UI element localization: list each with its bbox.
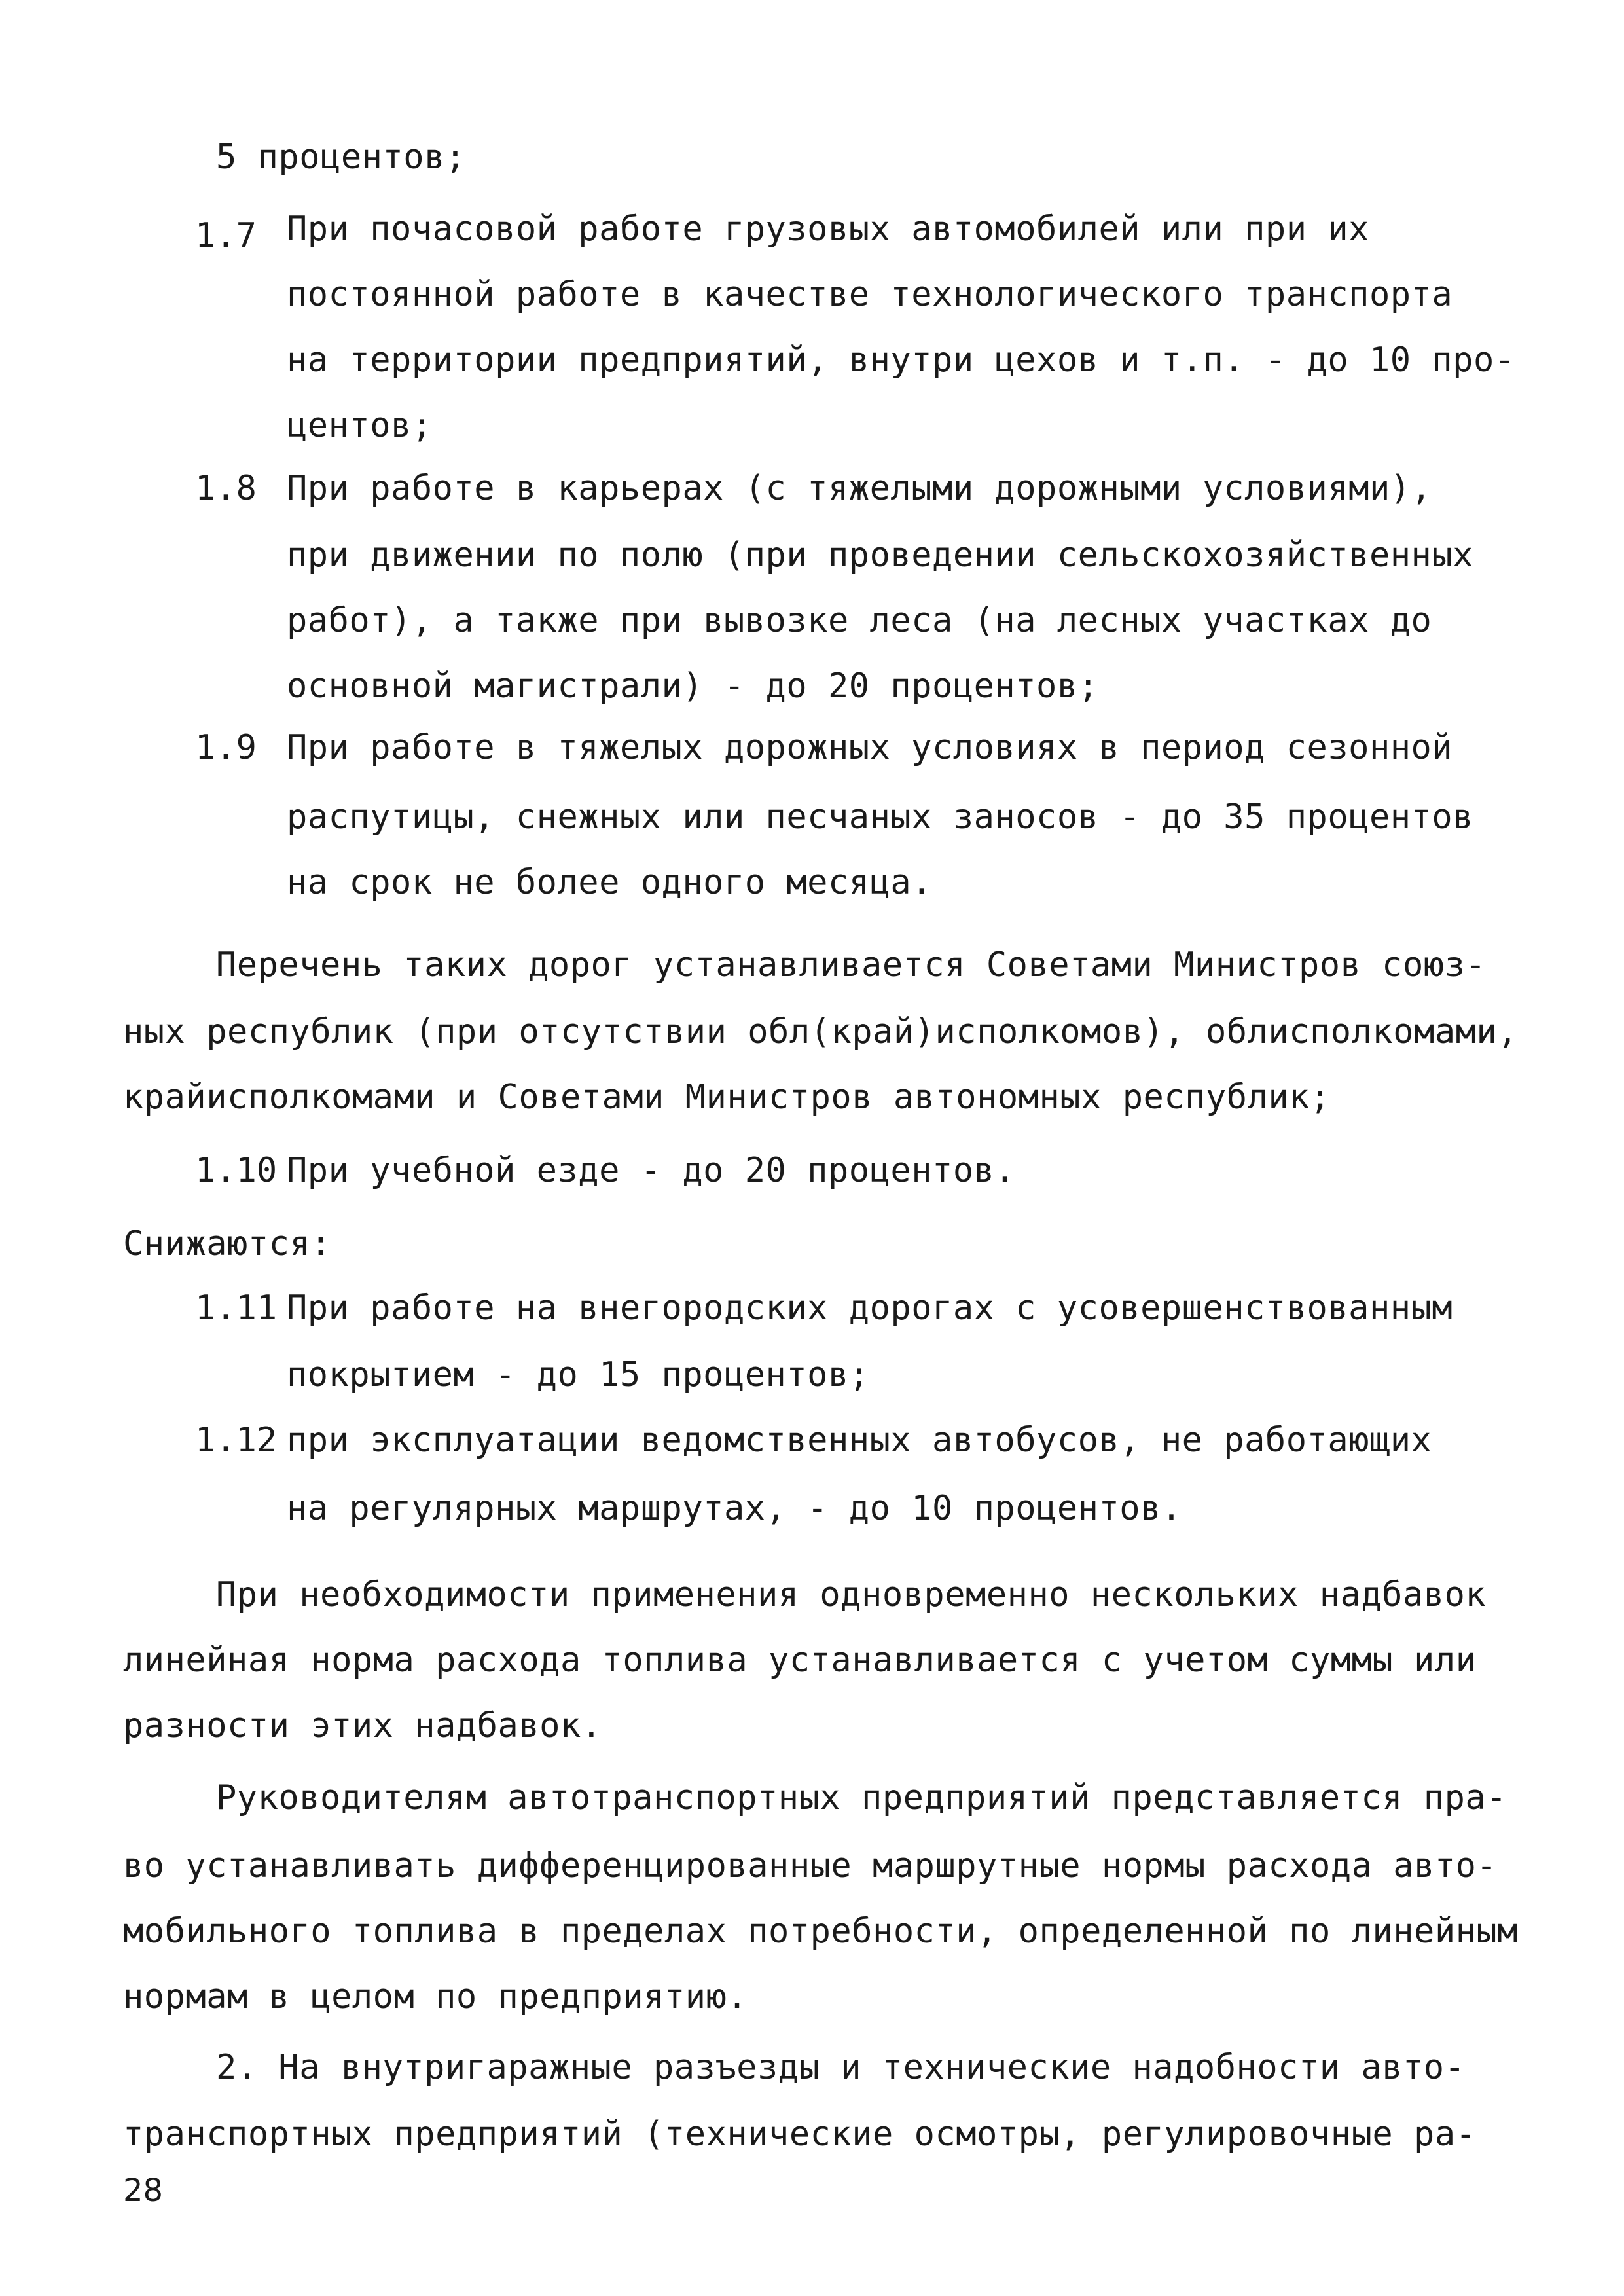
text-line: Перечень таких дорог устанавливается Советами Министров союз- xyxy=(216,945,1487,985)
text-line: При почасовой работе грузовых автомобилей или при их xyxy=(287,210,1369,249)
text-line: крайисполкомами и Советами Министров автономных республик; xyxy=(123,1078,1331,1117)
item-number-1-11: 1.11 xyxy=(195,1288,278,1328)
text-line: во устанавливать дифференцированные маршрутные нормы расхода авто- xyxy=(123,1846,1498,1886)
text-line: линейная норма расхода топлива устанавливается с учетом суммы или xyxy=(123,1641,1477,1680)
text-line: на срок не более одного месяца. xyxy=(287,863,933,902)
text-line: 2. На внутригаражные разъезды и технические надобности авто- xyxy=(216,2048,1466,2087)
text-line: 5 процентов; xyxy=(216,137,466,177)
text-line: нормам в целом по предприятию. xyxy=(123,1977,748,2016)
text-line: При работе в тяжелых дорожных условиях в период сезонной xyxy=(287,728,1453,767)
text-line: центов; xyxy=(287,406,433,445)
text-line: на регулярных маршрутах, - до 10 процентов. xyxy=(287,1489,1182,1528)
text-line: Руководителям автотранспортных предприятий представляется пра- xyxy=(216,1778,1507,1817)
text-line: основной магистрали) - до 20 процентов; xyxy=(287,666,1099,706)
item-number-1-7: 1.7 xyxy=(195,216,257,255)
text-line: при движении по полю (при проведении сельскохозяйственных xyxy=(287,536,1473,575)
page-number: 28 xyxy=(123,2172,164,2209)
text-line: Снижаются: xyxy=(123,1224,332,1264)
text-line: распутицы, снежных или песчаных заносов - до 35 процентов xyxy=(287,797,1473,837)
item-number-1-10: 1.10 xyxy=(195,1151,278,1190)
item-number-1-12: 1.12 xyxy=(195,1421,278,1460)
item-number-1-9: 1.9 xyxy=(195,728,257,767)
text-line: При работе на внегородских дорогах с усовершенствованным xyxy=(287,1288,1453,1328)
text-line: транспортных предприятий (технические осмотры, регулировочные ра- xyxy=(123,2115,1477,2154)
text-line: При учебной езде - до 20 процентов. xyxy=(287,1151,1016,1190)
text-line: покрытием - до 15 процентов; xyxy=(287,1355,870,1394)
text-line: При работе в карьерах (с тяжелыми дорожными условиями), xyxy=(287,469,1432,508)
text-line: При необходимости применения одновременно нескольких надбавок xyxy=(216,1575,1487,1614)
text-line: мобильного топлива в пределах потребности, определенной по линейным xyxy=(123,1912,1519,1951)
text-line: работ), а также при вывозке леса (на лесных участках до xyxy=(287,601,1432,640)
text-line: разности этих надбавок. xyxy=(123,1706,602,1745)
text-line: ных республик (при отсутствии обл(край)исполкомов), облисполкомами, xyxy=(123,1012,1519,1051)
text-line: при эксплуатации ведомственных автобусов, не работающих xyxy=(287,1421,1432,1460)
item-number-1-8: 1.8 xyxy=(195,469,257,508)
text-line: на территории предприятий, внутри цехов и т.п. - до 10 про- xyxy=(287,340,1515,380)
text-line: постоянной работе в качестве технологического транспорта xyxy=(287,275,1453,314)
